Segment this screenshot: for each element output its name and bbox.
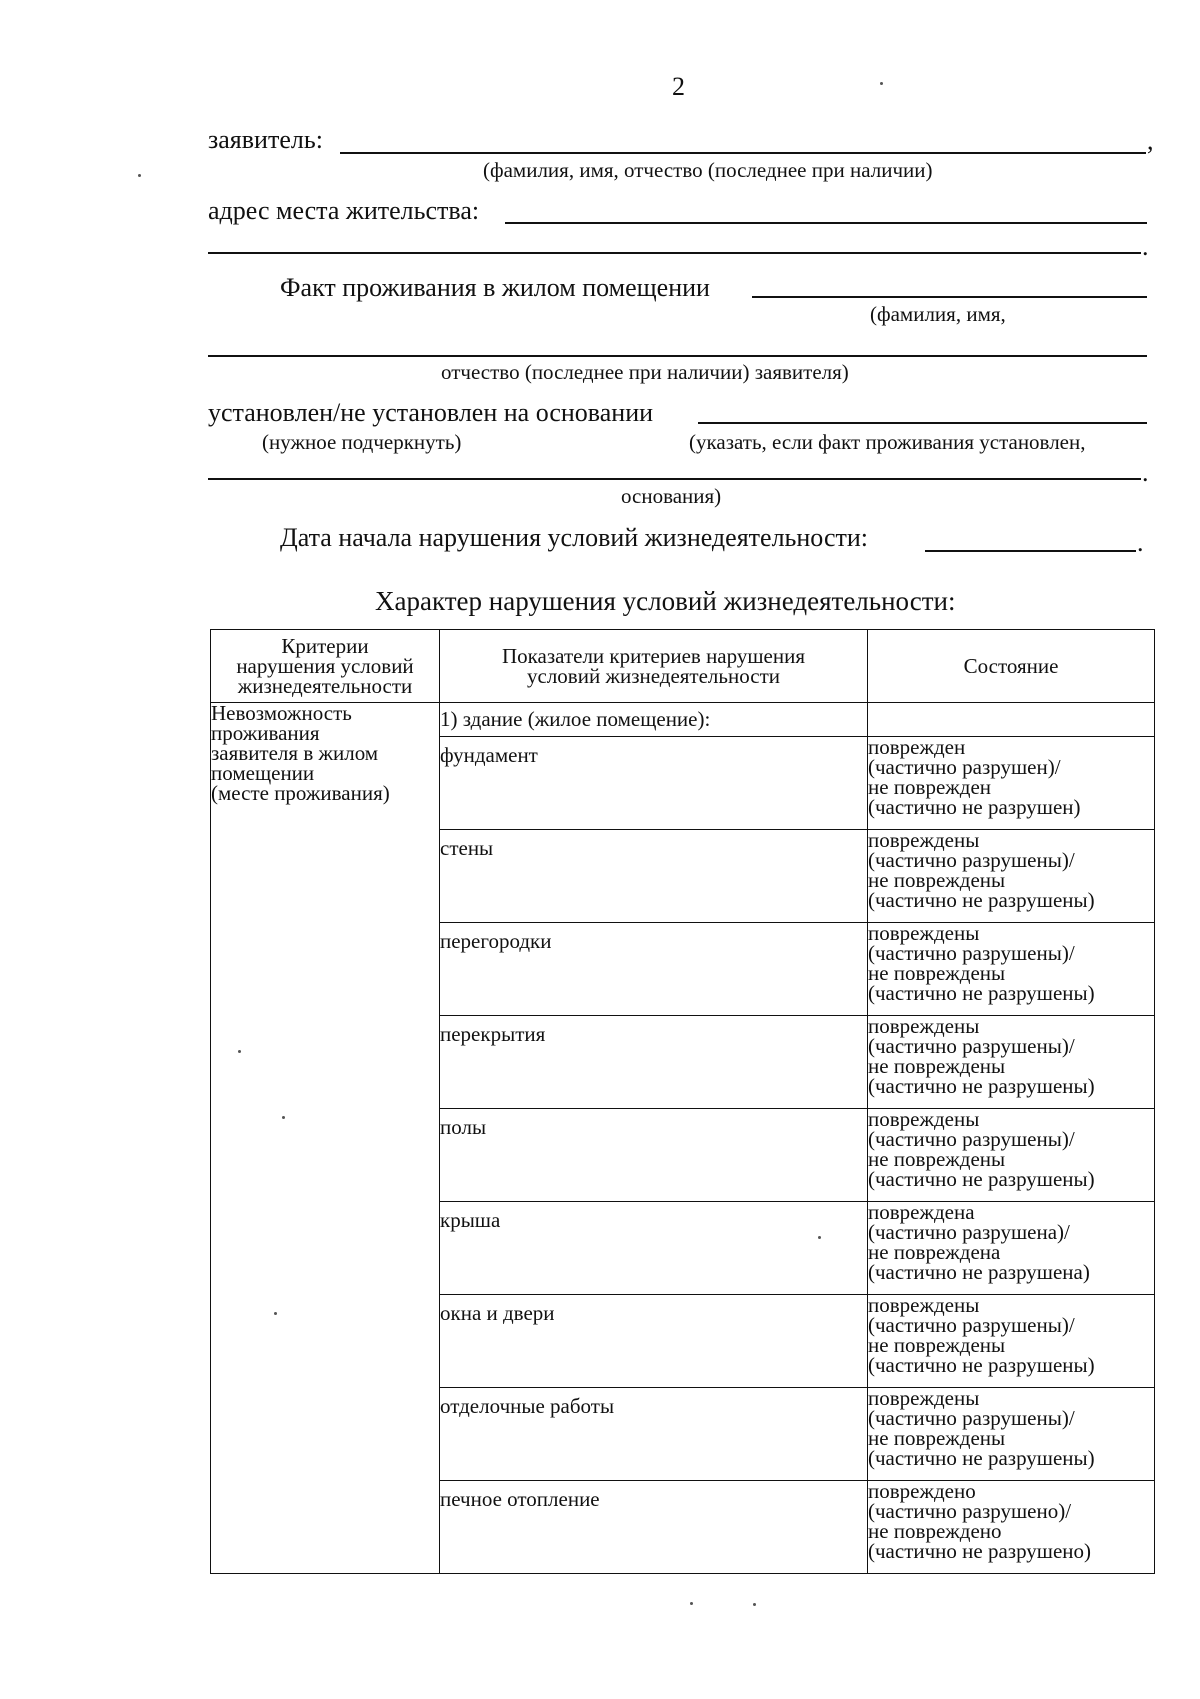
- table-header-row: [211, 630, 1155, 703]
- applicant-comma: ,: [1147, 126, 1154, 155]
- fact-name-field-continued[interactable]: [208, 355, 1147, 357]
- header-criteria: [211, 630, 440, 703]
- criterion-line: помещении: [211, 761, 315, 785]
- state-cell[interactable]: [868, 923, 1155, 1016]
- state-line: (частично не разрушены): [868, 1167, 1095, 1191]
- scan-speck: [138, 174, 141, 177]
- scan-speck: [238, 1050, 241, 1053]
- state-line: повреждена: [868, 1200, 975, 1224]
- indicator-cell: печное отопление: [440, 1481, 868, 1574]
- address-field-continued[interactable]: [208, 252, 1141, 254]
- group-state-cell: [868, 703, 1155, 737]
- scan-speck: [818, 1236, 821, 1239]
- indicator-cell: полы: [440, 1109, 868, 1202]
- indicator-cell: перекрытия: [440, 1016, 868, 1109]
- state-line: (частично разрушена)/: [868, 1220, 1070, 1244]
- scan-speck: [880, 82, 883, 85]
- start-date-field[interactable]: [925, 550, 1136, 552]
- state-line: (частично разрушены)/: [868, 1313, 1075, 1337]
- fact-label: Факт проживания в жилом помещении: [280, 273, 710, 302]
- fact-hint-2: отчество (последнее при наличии) заявителя): [441, 360, 849, 384]
- fact-name-field[interactable]: [752, 296, 1147, 298]
- state-line: не повреждены: [868, 1147, 1006, 1171]
- header-indicators-line: Показатели критериев нарушения: [502, 644, 805, 668]
- state-line: (частично не разрушены): [868, 888, 1095, 912]
- header-criteria-line: нарушения условий: [236, 654, 414, 678]
- address-period: .: [1142, 232, 1149, 261]
- established-basis-field[interactable]: [698, 422, 1147, 424]
- established-hint-left: (нужное подчеркнуть): [262, 430, 462, 454]
- established-basis-field-continued[interactable]: [208, 478, 1141, 480]
- state-line: повреждены: [868, 1293, 980, 1317]
- established-hint-bottom: основания): [621, 484, 722, 508]
- state-line: (частично не разрушено): [868, 1539, 1092, 1563]
- applicant-field[interactable]: [340, 152, 1146, 154]
- applicant-label: заявитель:: [208, 125, 323, 154]
- state-line: (частично не разрушены): [868, 1446, 1095, 1470]
- start-date-label: Дата начала нарушения условий жизнедеятельности:: [280, 523, 868, 552]
- state-line: поврежден: [868, 735, 966, 759]
- state-line: не повреждены: [868, 961, 1006, 985]
- criterion-cell: [211, 703, 440, 1574]
- criterion-line: заявителя в жилом: [211, 741, 379, 765]
- criterion-line: проживания: [211, 721, 320, 745]
- section-title: Характер нарушения условий жизнедеятельности:: [375, 586, 956, 616]
- state-line: не повреждены: [868, 1426, 1006, 1450]
- header-indicators: [440, 630, 868, 703]
- state-line: не повреждено: [868, 1519, 1002, 1543]
- state-line: (частично разрушены)/: [868, 1406, 1075, 1430]
- state-cell[interactable]: [868, 1202, 1155, 1295]
- state-line: повреждены: [868, 1014, 980, 1038]
- state-line: (частично разрушены)/: [868, 848, 1075, 872]
- state-line: (частично разрушен)/: [868, 755, 1061, 779]
- applicant-hint: (фамилия, имя, отчество (последнее при наличии): [483, 158, 933, 182]
- state-line: не повреждены: [868, 1054, 1006, 1078]
- state-line: не повреждены: [868, 1333, 1006, 1357]
- violation-table: [210, 629, 1155, 1574]
- state-line: повреждено: [868, 1479, 976, 1503]
- state-line: не повреждены: [868, 868, 1006, 892]
- table-row: [211, 703, 1155, 737]
- indicator-cell: крыша: [440, 1202, 868, 1295]
- group-label-cell: 1) здание (жилое помещение):: [440, 703, 868, 737]
- header-state: Состояние: [868, 630, 1155, 703]
- state-line: повреждены: [868, 828, 980, 852]
- state-cell[interactable]: [868, 737, 1155, 830]
- state-cell[interactable]: [868, 1016, 1155, 1109]
- header-criteria-line: Критерии: [281, 634, 369, 658]
- state-line: (частично разрушено)/: [868, 1499, 1072, 1523]
- scan-speck: [690, 1602, 693, 1605]
- state-line: повреждены: [868, 1107, 980, 1131]
- page-number: 2: [672, 72, 685, 101]
- state-line: (частично не разрушены): [868, 1353, 1095, 1377]
- state-cell[interactable]: [868, 1109, 1155, 1202]
- state-line: (частично разрушены)/: [868, 941, 1075, 965]
- indicator-cell: перегородки: [440, 923, 868, 1016]
- state-line: (частично не разрушена): [868, 1260, 1090, 1284]
- state-cell[interactable]: [868, 1388, 1155, 1481]
- state-line: (частично не разрушен): [868, 795, 1081, 819]
- state-line: не повреждена: [868, 1240, 1001, 1264]
- established-label: установлен/не установлен на основании: [208, 398, 654, 427]
- indicator-cell: окна и двери: [440, 1295, 868, 1388]
- state-line: повреждены: [868, 1386, 980, 1410]
- fact-hint-1: (фамилия, имя,: [870, 302, 1006, 326]
- state-cell[interactable]: [868, 830, 1155, 923]
- criterion-line: Невозможность: [211, 701, 352, 725]
- address-label: адрес места жительства:: [208, 196, 480, 225]
- address-field[interactable]: [505, 222, 1147, 224]
- state-line: (частично разрушены)/: [868, 1127, 1075, 1151]
- state-cell[interactable]: [868, 1295, 1155, 1388]
- state-line: (частично разрушены)/: [868, 1034, 1075, 1058]
- state-line: (частично не разрушены): [868, 981, 1095, 1005]
- scan-speck: [753, 1603, 756, 1606]
- header-criteria-line: жизнедеятельности: [237, 674, 413, 698]
- scan-speck: [282, 1116, 285, 1119]
- indicator-cell: стены: [440, 830, 868, 923]
- scan-speck: [274, 1312, 277, 1315]
- criterion-line: (месте проживания): [211, 781, 390, 805]
- indicator-cell: фундамент: [440, 737, 868, 830]
- state-line: не поврежден: [868, 775, 992, 799]
- state-line: повреждены: [868, 921, 980, 945]
- state-cell[interactable]: [868, 1481, 1155, 1574]
- established-period: .: [1142, 458, 1149, 487]
- start-date-period: .: [1137, 528, 1144, 557]
- state-line: (частично не разрушены): [868, 1074, 1095, 1098]
- indicator-cell: отделочные работы: [440, 1388, 868, 1481]
- header-indicators-line: условий жизнедеятельности: [527, 664, 780, 688]
- established-hint-right: (указать, если факт проживания установлен,: [689, 430, 1086, 454]
